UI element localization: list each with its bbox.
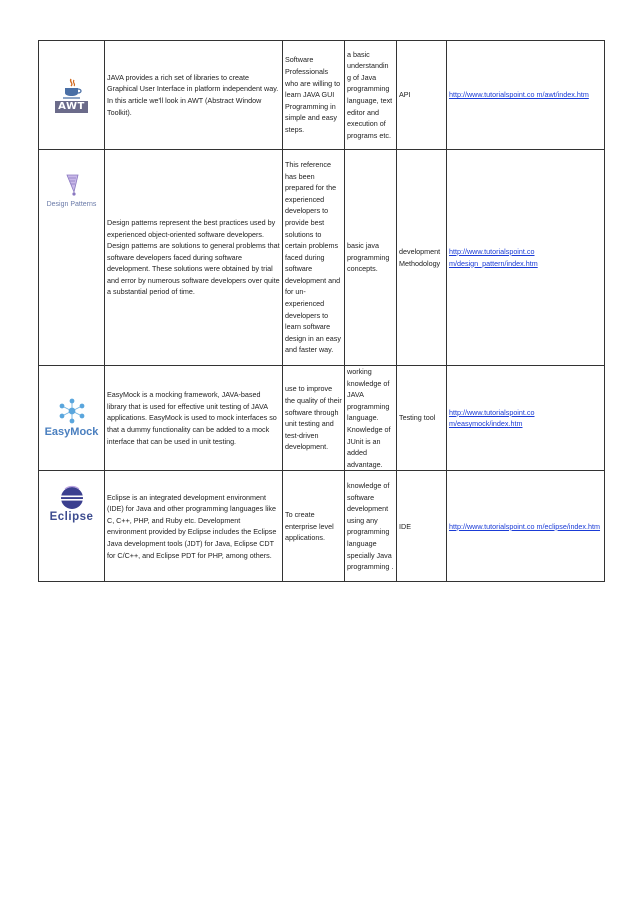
prerequisites-cell: knowledge of software development using any programming language specially Java programming .	[345, 471, 397, 582]
logo-cell	[39, 471, 105, 582]
description-cell: JAVA provides a rich set of libraries to create Graphical User Interface in platform independent way. In this article we'll look in AWT (Abstract Window Toolkit).	[105, 41, 283, 150]
category-cell: IDE	[397, 471, 447, 582]
description-cell: EasyMock is a mocking framework, JAVA-based library that is used for effective unit testing of JAVA applications. EasyMock is used to mock interfaces so that a dummy functionality can be added to a mock interface that can be used in unit testing.	[105, 366, 283, 471]
tutorial-link[interactable]: http://www.tutorialspoint.co m/eclipse/index.htm	[449, 521, 601, 531]
logo-caption: EasyMock	[44, 426, 99, 439]
design-patterns-icon	[61, 172, 83, 198]
eclipse-sphere-icon	[59, 485, 85, 511]
easymock-network-icon	[55, 397, 89, 425]
logo-caption: AWT	[55, 101, 88, 113]
tutorial-link[interactable]: http://www.tutorialspoint.co m/design_pattern/index.htm	[449, 246, 538, 268]
logo-cell	[39, 366, 105, 471]
audience-cell: This reference has been prepared for the experienced developers to provide best solutions to certain problems faced during software development and for un-experienced developers to learn software design in an easy and faster way.	[283, 150, 345, 366]
url-cell	[447, 366, 605, 471]
logo-cell	[39, 41, 105, 150]
audience-cell: To create enterprise level applications.	[283, 471, 345, 582]
url-cell	[447, 150, 605, 366]
category-cell: Testing tool	[397, 366, 447, 471]
table-row	[39, 150, 605, 366]
category-cell: API	[397, 41, 447, 150]
logo-cell	[39, 150, 105, 366]
audience-cell: use to improve the quality of their software through unit testing and test-driven development.	[283, 366, 345, 471]
table-row	[39, 41, 605, 150]
description-cell: Eclipse is an integrated development environment (IDE) for Java and other programming languages like C, C++, PHP, and Ruby etc. Development environment provided by Eclipse includes the Eclipse Java development tools (JDT) for Java, Eclipse CDT for C/C++, and Eclipse PDT for PHP, among others.	[105, 471, 283, 582]
easymock-logo	[41, 397, 102, 439]
java-cup-icon	[60, 77, 84, 101]
design-patterns-logo	[41, 172, 102, 211]
logo-caption: Eclipse	[49, 511, 94, 524]
table-row	[39, 471, 605, 582]
table-row	[39, 366, 605, 471]
awt-logo	[41, 77, 102, 113]
logo-caption: Design Patterns	[46, 201, 97, 208]
prerequisites-cell: basic java programming concepts.	[345, 150, 397, 366]
url-cell	[447, 471, 605, 582]
tutorials-table	[38, 40, 605, 582]
audience-cell: Software Professionals who are willing to learn JAVA GUI Programming in simple and easy steps.	[283, 41, 345, 150]
eclipse-logo	[41, 485, 102, 524]
tutorial-link[interactable]: http://www.tutorialspoint.co m/easymock/index.htm	[449, 407, 535, 429]
description-cell: Design patterns represent the best practices used by experienced object-oriented software developers. Design patterns are solutions to general problems that software developers faced during software development. These solutions were obtained by trial and error by numerous software developers over quite a substantial period of time.	[105, 150, 283, 366]
prerequisites-cell: working knowledge of JAVA programming language. Knowledge of JUnit is an added advantage.	[345, 366, 397, 471]
url-cell	[447, 41, 605, 150]
category-cell: development Methodology	[397, 150, 447, 366]
prerequisites-cell: a basic understandin g of Java programming language, text editor and execution of programs etc.	[345, 41, 397, 150]
tutorial-link[interactable]: http://www.tutorialspoint.co m/awt/index.htm	[449, 90, 589, 100]
